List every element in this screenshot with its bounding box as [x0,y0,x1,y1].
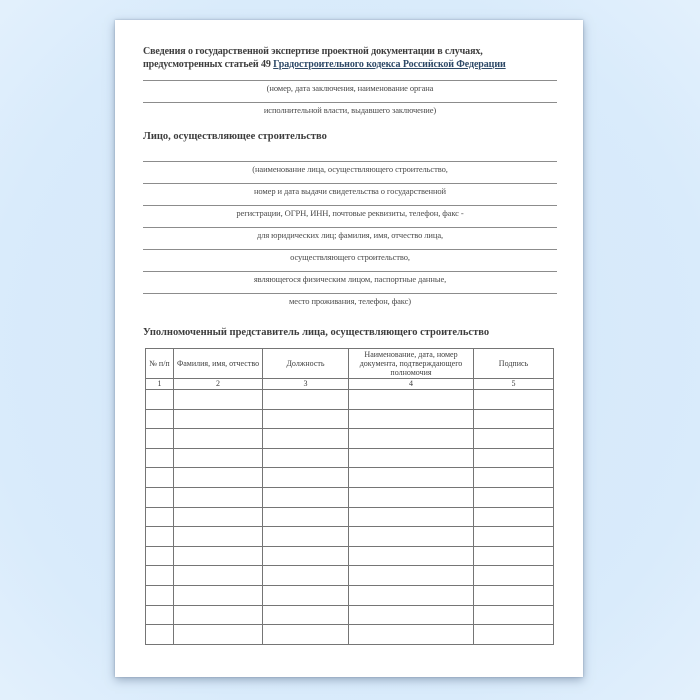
table-empty-row [146,429,554,449]
table-header-signature: Подпись [474,349,554,379]
table-empty-cell [349,409,474,429]
field-caption: являющегося физическим лицом, паспортные данные, [253,274,447,284]
table-empty-cell [263,448,349,468]
table-empty-cell [146,390,174,410]
table-empty-cell [349,487,474,507]
table-empty-cell [263,585,349,605]
table-empty-cell [474,487,554,507]
form-field-person-4 [143,218,557,240]
field-caption: для юридических лиц; фамилия, имя, отчество лица, [256,230,444,240]
blank-underline [143,196,557,206]
table-empty-cell [263,390,349,410]
table-empty-cell [349,390,474,410]
table-empty-cell [349,468,474,488]
blank-underline [143,262,557,272]
table-empty-cell [349,625,474,645]
table-empty-cell [146,448,174,468]
table-empty-cell [263,468,349,488]
table-empty-row [146,409,554,429]
field-caption: номер и дата выдачи свидетельства о государственной [253,186,447,196]
field-caption: (номер, дата заключения, наименование органа [266,83,434,93]
table-empty-cell [349,605,474,625]
table-empty-cell [349,429,474,449]
table-empty-cell [474,585,554,605]
table-empty-row [146,448,554,468]
table-empty-cell [146,566,174,586]
table-header-position: Должность [263,349,349,379]
table-empty-cell [349,507,474,527]
table-header-row [146,349,554,379]
table-empty-cell [174,546,263,566]
table-empty-cell [349,527,474,547]
table-empty-cell [263,507,349,527]
table-empty-cell [146,429,174,449]
field-caption: место проживания, телефон, факс) [288,296,412,306]
table-empty-row [146,487,554,507]
table-header-number: № п/п [146,349,174,379]
table-empty-row [146,468,554,488]
field-caption: (наименование лица, осуществляющего строительство, [252,164,448,174]
table-empty-cell [263,605,349,625]
blank-underline [143,143,557,162]
form-field-person-5 [143,240,557,262]
table-empty-cell [146,625,174,645]
table-empty-cell [263,566,349,586]
table-empty-cell [263,625,349,645]
table-empty-cell [174,448,263,468]
table-empty-cell [174,429,263,449]
form-field-person-2 [143,174,557,196]
table-empty-cell [474,409,554,429]
table-empty-cell [146,585,174,605]
codex-link[interactable]: Градостроительного кодекса Российской Федерации [273,59,506,70]
blank-underline [143,174,557,184]
column-number: 3 [263,379,349,390]
table-empty-cell [263,429,349,449]
table-empty-cell [174,390,263,410]
field-caption: регистрации, ОГРН, ИНН, почтовые реквизиты, телефон, факс - [236,208,464,218]
form-field-person-1 [143,143,557,174]
table-empty-cell [174,468,263,488]
document-page [115,20,583,677]
field-caption: исполнительной власти, выдавшего заключение) [263,105,437,115]
blank-underline [143,71,557,81]
table-empty-cell [174,409,263,429]
field-caption: осуществляющего строительство, [290,252,410,262]
table-empty-cell [474,625,554,645]
column-number: 2 [174,379,263,390]
table-empty-cell [349,448,474,468]
table-empty-cell [146,527,174,547]
section-heading-representative: Уполномоченный представитель лица, осуществляющего строительство [143,327,490,338]
table-column-numbers-row [146,379,554,390]
table-empty-cell [474,468,554,488]
form-field-person-3 [143,196,557,218]
representatives-table [145,348,554,645]
form-field-expertise-1 [143,71,557,93]
column-number: 4 [349,379,474,390]
title-text: Сведения о государственной экспертизе проектной документации в случаях, предусмотренных статьей 49 [143,46,483,70]
table-empty-cell [146,546,174,566]
table-empty-cell [174,487,263,507]
blank-underline [143,240,557,250]
table-empty-cell [474,546,554,566]
table-empty-row [146,605,554,625]
table-empty-cell [474,448,554,468]
table-empty-row [146,566,554,586]
table-empty-row [146,585,554,605]
table-empty-cell [174,605,263,625]
table-empty-row [146,527,554,547]
blank-underline [143,93,557,103]
table-header-document: Наименование, дата, номер документа, подтверждающего полномочия [349,349,474,379]
table-empty-row [146,625,554,645]
table-empty-cell [174,625,263,645]
table-empty-cell [174,585,263,605]
table-empty-cell [349,585,474,605]
column-number: 5 [474,379,554,390]
form-field-expertise-2 [143,93,557,115]
table-empty-cell [263,527,349,547]
column-number: 1 [146,379,174,390]
table-empty-cell [174,527,263,547]
table-empty-cell [263,487,349,507]
table-empty-cell [349,546,474,566]
table-empty-cell [474,527,554,547]
table-empty-row [146,507,554,527]
section-heading-person: Лицо, осуществляющее строительство [143,131,327,142]
document-title [143,45,557,71]
table-empty-cell [263,409,349,429]
table-empty-cell [474,429,554,449]
form-field-person-7 [143,284,557,306]
table-empty-cell [146,507,174,527]
table-empty-cell [146,487,174,507]
table-empty-cell [174,507,263,527]
blank-underline [143,284,557,294]
table-empty-cell [474,390,554,410]
table-empty-cell [174,566,263,586]
form-field-person-6 [143,262,557,284]
table-empty-cell [474,566,554,586]
table-empty-row [146,390,554,410]
table-empty-cell [474,605,554,625]
table-empty-cell [263,546,349,566]
table-empty-cell [474,507,554,527]
table-empty-cell [146,468,174,488]
table-empty-cell [349,566,474,586]
table-empty-cell [146,605,174,625]
table-empty-row [146,546,554,566]
table-empty-cell [146,409,174,429]
blank-underline [143,218,557,228]
table-header-name: Фамилия, имя, отчество [174,349,263,379]
